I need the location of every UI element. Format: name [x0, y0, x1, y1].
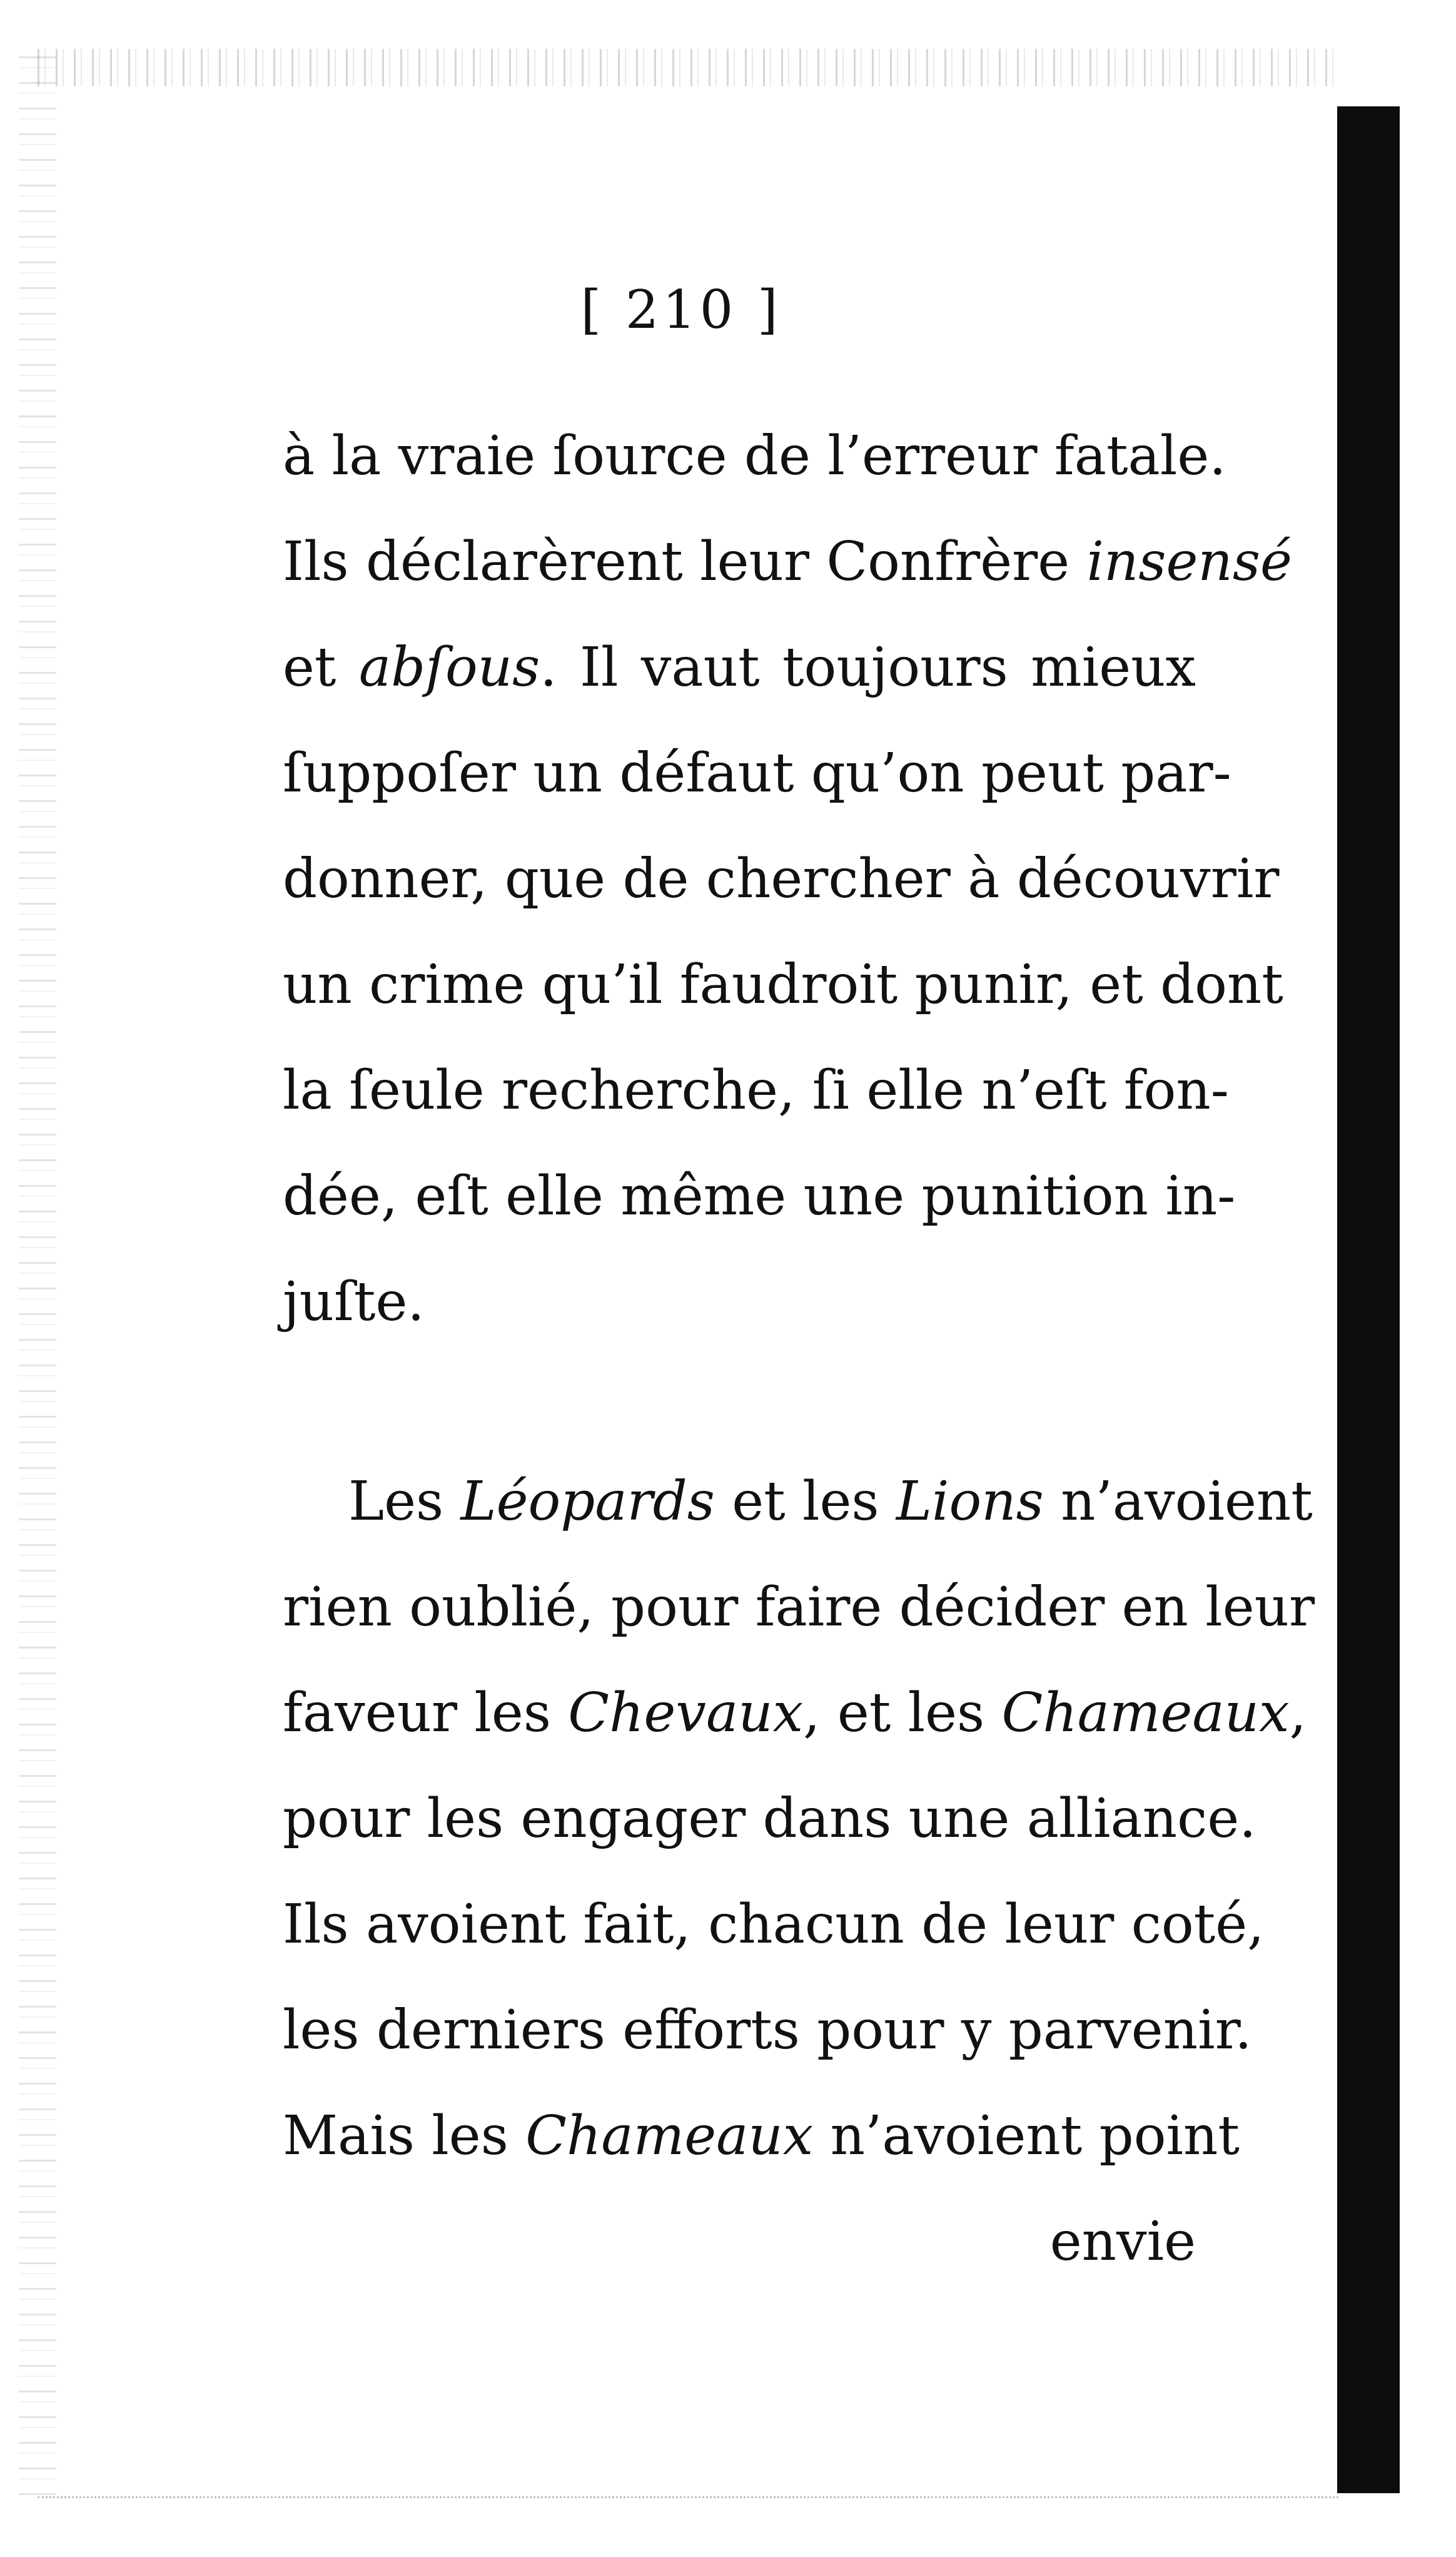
text-block	[283, 404, 1315, 2295]
italic-run: Chevaux	[568, 1682, 804, 1744]
paragraph-2-line-3	[283, 1660, 1307, 1766]
paragraph-1-line-3	[283, 615, 1196, 721]
paragraph-2-line-4	[283, 1766, 1256, 1872]
text-run: rien oublié, pour faire décider en leur	[283, 1576, 1315, 1639]
text-run: ,	[1289, 1682, 1307, 1744]
text-run: un crime qu’il faudroit punir, et dont	[283, 953, 1283, 1016]
text-run: et	[283, 636, 359, 699]
italic-run: insensé	[1086, 531, 1292, 593]
italic-run: Léopards	[460, 1470, 715, 1533]
paragraph-1-line-5	[283, 826, 1280, 932]
text-run: n’avoient point	[813, 2105, 1240, 2167]
text-run: dée, eſt elle même une punition in-	[283, 1165, 1236, 1228]
paragraph-2-line-6	[283, 1978, 1252, 2083]
text-run: Mais les	[283, 2105, 526, 2167]
paragraph-1-line-7	[283, 1038, 1229, 1144]
italic-run: Chameaux	[525, 2105, 814, 2167]
scan-top-edge	[38, 49, 1338, 86]
paragraph-1-line-9	[283, 1249, 1196, 1355]
page-number: [ 210 ]	[580, 279, 782, 340]
catchword: envie	[1049, 2210, 1196, 2273]
text-run: pour les engager dans une alliance.	[283, 1787, 1256, 1850]
text-run: Ils déclarèrent leur Confrère	[283, 531, 1087, 593]
italic-run: Chameaux	[1001, 1682, 1290, 1744]
text-run: juſte.	[283, 1271, 425, 1333]
text-run: donner, que de chercher à découvrir	[283, 848, 1280, 910]
paragraph-1-line-8	[283, 1144, 1236, 1249]
text-run: la ſeule recherche, ſi elle n’eſt fon-	[283, 1059, 1229, 1122]
text-run: . Il vaut toujours mieux	[540, 636, 1196, 699]
paragraph-1-line-4	[283, 721, 1231, 826]
paragraph-2-line-5	[283, 1872, 1265, 1978]
paragraph-1-line-1	[283, 404, 1226, 509]
text-run: à la vraie ſource de l’erreur fatale.	[283, 425, 1226, 487]
scan-bottom-edge	[38, 2496, 1338, 2504]
text-run: Ils avoient fait, chacun de leur coté,	[283, 1893, 1265, 1956]
text-run: , et les	[803, 1682, 1002, 1744]
binding-strip	[1337, 106, 1400, 2493]
paragraph-2-line-1	[283, 1449, 1313, 1555]
paragraph-gap	[283, 1355, 1196, 1449]
text-run: les derniers efforts pour y parvenir.	[283, 1999, 1252, 2061]
italic-run: Lions	[896, 1470, 1044, 1533]
paragraph-1-line-2	[283, 509, 1292, 615]
paragraph-2-line-2	[283, 1555, 1315, 1660]
text-run: ſuppoſer un défaut qu’on peut par-	[283, 742, 1231, 805]
text-run: Les	[348, 1470, 461, 1533]
paragraph-2-line-7	[283, 2083, 1240, 2189]
scan-left-edge	[19, 56, 56, 2496]
italic-run: abſous	[358, 636, 540, 699]
text-run: n’avoient	[1043, 1470, 1313, 1533]
text-run: et les	[714, 1470, 896, 1533]
paragraph-1-line-6	[283, 932, 1283, 1038]
text-run: faveur les	[283, 1682, 569, 1744]
